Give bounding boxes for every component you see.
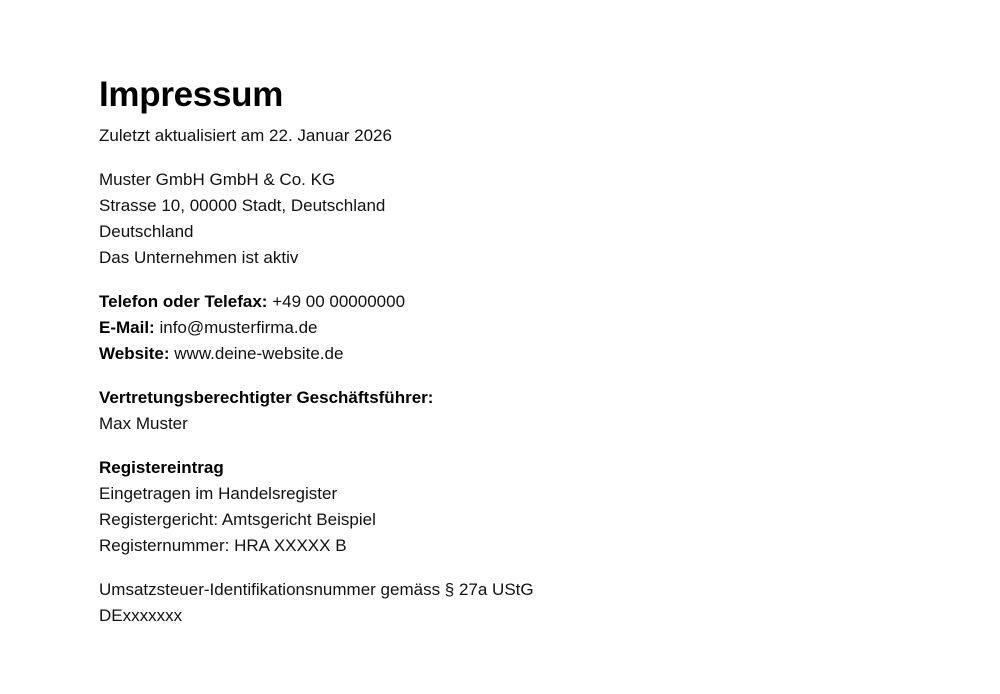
- management-name: Max Muster: [99, 414, 188, 433]
- email-label: E-Mail:: [99, 318, 155, 337]
- register-block: [99, 455, 919, 559]
- email-value: info@musterfirma.de: [159, 318, 318, 337]
- phone-value: +49 00 00000000: [272, 292, 406, 311]
- management-heading: Vertretungsberechtigter Geschäftsführer:: [99, 388, 434, 407]
- company-address: Strasse 10, 00000 Stadt, Deutschland: [99, 196, 386, 215]
- vat-value: DExxxxxxx: [99, 606, 183, 625]
- company-address-block: [99, 167, 919, 271]
- register-heading: Registereintrag: [99, 458, 224, 477]
- website-value: www.deine-website.de: [174, 344, 344, 363]
- vat-block: [99, 577, 919, 629]
- contact-block: [99, 289, 919, 367]
- website-line: [99, 341, 919, 367]
- website-label: Website:: [99, 344, 170, 363]
- last-updated-text: Zuletzt aktualisiert am 22. Januar 2026: [99, 126, 392, 145]
- vat-heading: Umsatzsteuer-Identifikationsnummer gemäss § 27a UStG: [99, 580, 534, 599]
- register-number: Registernummer: HRA XXXXX B: [99, 536, 347, 555]
- phone-label: Telefon oder Telefax:: [99, 292, 268, 311]
- phone-line: [99, 289, 919, 315]
- register-entry: Eingetragen im Handelsregister: [99, 484, 338, 503]
- page-title: Impressum: [99, 75, 284, 114]
- management-block: [99, 385, 919, 437]
- company-name: Muster GmbH GmbH & Co. KG: [99, 170, 336, 189]
- company-status: Das Unternehmen ist aktiv: [99, 248, 299, 267]
- email-line: [99, 315, 919, 341]
- impressum-content: [99, 74, 919, 629]
- register-court: Registergericht: Amtsgericht Beispiel: [99, 510, 376, 529]
- company-country: Deutschland: [99, 222, 194, 241]
